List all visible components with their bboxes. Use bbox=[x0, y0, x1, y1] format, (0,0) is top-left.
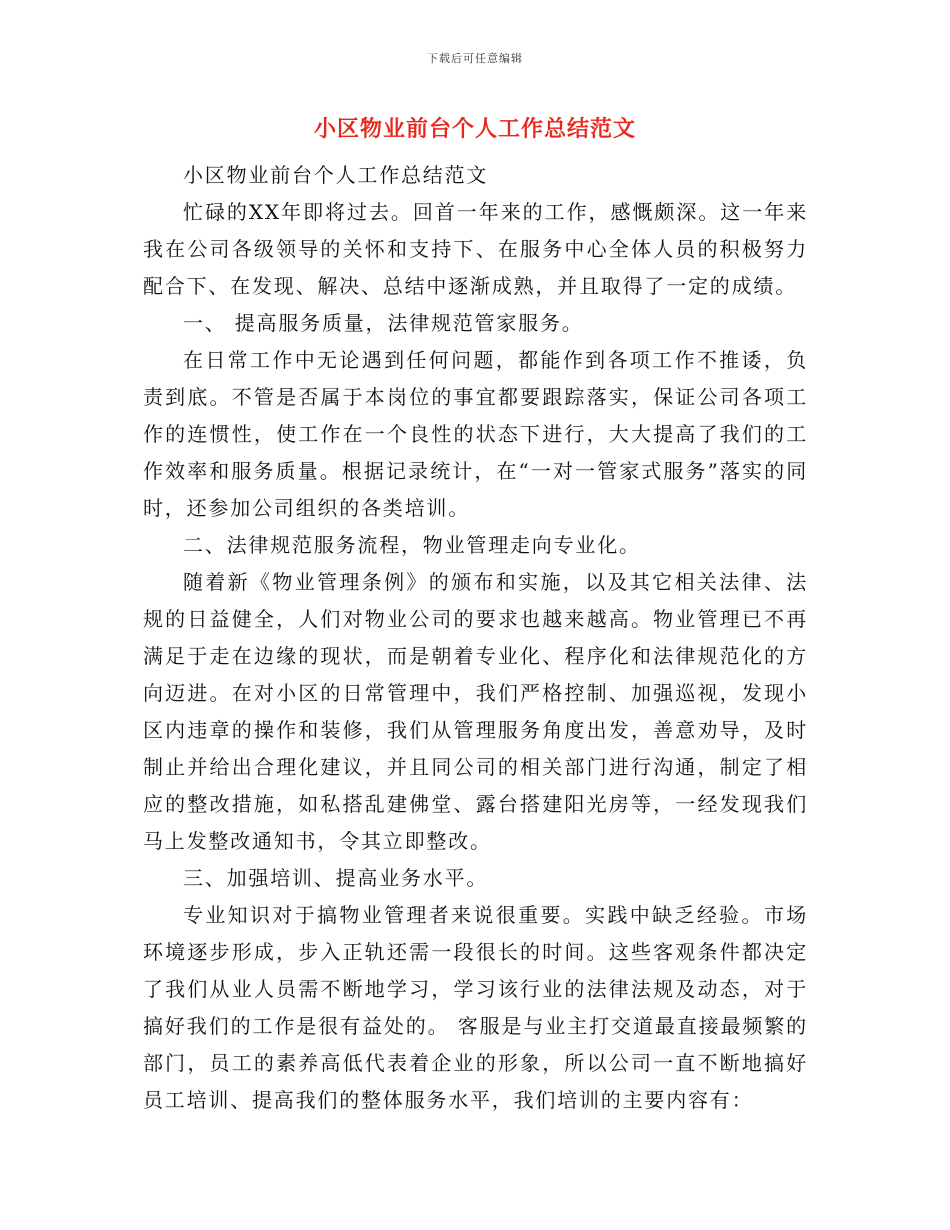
paragraph-section-2: 随着新《物业管理条例》的颁布和实施，以及其它相关法律、法规的日益健全，人们对物业公司的要求也越来越高。物业管理已不再满足于走在边缘的现状，而是朝着专业化、程序化和法律规范化的方向迈进。在对小区的日常管理中，我们严格控制、加强巡视，发现小区内违章的操作和装修，我们从管理服务角度出发，善意劝导，及时制止并给出合理化建议，并且同公司的相关部门进行沟通，制定了相应的整改措施，如私搭乱建佛堂、露台搭建阳光房等，一经发现我们马上发整改通知书，令其立即整改。 bbox=[143, 570, 808, 853]
section-heading-3: 三、加强培训、提高业务水平。 bbox=[183, 866, 489, 890]
paragraph-intro: 忙碌的XX年即将过去。回首一年来的工作，感慨颇深。这一年来我在公司各级领导的关怀和支持下、在服务中心全体人员的积极努力配合下、在发现、解决、总结中逐渐成熟，并且取得了一定的成绩。 bbox=[143, 200, 808, 298]
header-note: 下载后可任意编辑 bbox=[427, 52, 523, 65]
section-heading-2: 二、法律规范服务流程，物业管理走向专业化。 bbox=[183, 533, 641, 557]
paragraph-section-3: 专业知识对于搞物业管理者来说很重要。实践中缺乏经验。市场环境逐步形成，步入正轨还需一段很长的时间。这些客观条件都决定了我们从业人员需不断地学习，学习该行业的法律法规及动态，对于搞好我们的工作是很有益处的。 客服是与业主打交道最直接最频繁的部门，员工的素养高低代表着企业的形象，所以公司一直不断地搞好员工培训、提高我们的整体服务水平，我们培训的主要内容有： bbox=[143, 903, 808, 1112]
paragraph-subtitle: 小区物业前台个人工作总结范文 bbox=[183, 163, 489, 187]
paragraph-section-1: 在日常工作中无论遇到任何问题，都能作到各项工作不推诿，负责到底。不管是否属于本岗位的事宜都要跟踪落实，保证公司各项工作的连惯性，使工作在一个良性的状态下进行，大大提高了我们的工作效率和服务质量。根据记录统计，在“一对一管家式服务”落实的同时，还参加公司组织的各类培训。 bbox=[143, 348, 808, 520]
section-heading-1: 一、 提高服务质量，法律规范管家服务。 bbox=[183, 311, 584, 335]
document-body bbox=[143, 157, 808, 1119]
document-title: 小区物业前台个人工作总结范文 bbox=[313, 116, 636, 142]
